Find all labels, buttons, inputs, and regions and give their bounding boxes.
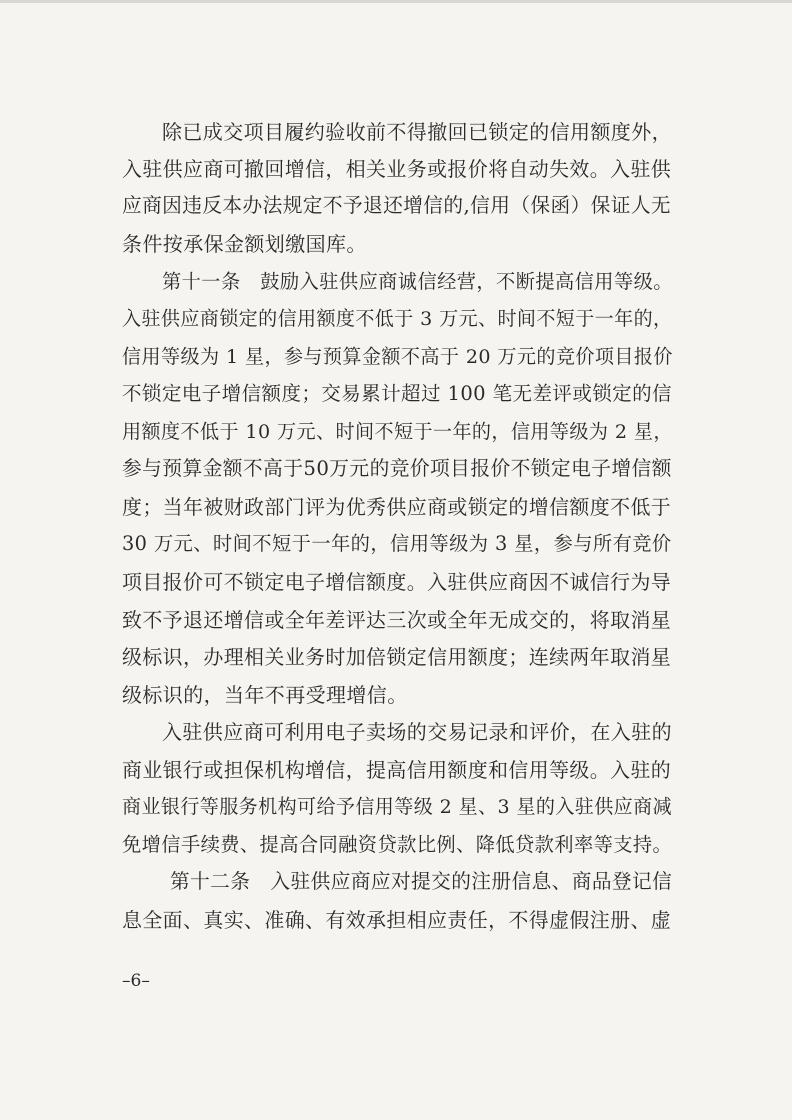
text-line-1: 除已成交项目履约验收前不得撤回已锁定的信用额度外， bbox=[162, 120, 672, 144]
text-line-6: 入驻供应商锁定的信用额度不低于 3 万元、时间不短于一年的， bbox=[122, 308, 673, 330]
text-line-15: 级标识，办理相关业务时加倍锁定信用额度；连续两年取消星 bbox=[122, 645, 672, 669]
text-line-13: 项目报价可不锁定电子增信额度。入驻供应商因不诚信行为导 bbox=[122, 570, 672, 594]
text-line-10: 参与预算金额不高于50万元的竞价项目报价不锁定电子增信额 bbox=[122, 457, 672, 480]
article-12-heading-line: 第十二条 入驻供应商应对提交的注册信息、商品登记信 bbox=[170, 870, 673, 893]
text-line-22: 息全面、真实、准确、有效承担相应责任，不得虚假注册、虚 bbox=[122, 908, 672, 932]
text-line-18: 商业银行或担保机构增信，提高信用额度和信用等级。入驻的 bbox=[122, 758, 672, 782]
text-line-7: 信用等级为 1 星，参与预算金额不高于 20 万元的竞价项目报价 bbox=[122, 345, 673, 368]
text-line-9: 用额度不低于 10 万元、时间不短于一年的，信用等级为 2 星， bbox=[122, 420, 673, 443]
text-line-14: 致不予退还增信或全年差评达三次或全年无成交的，将取消星 bbox=[122, 608, 672, 632]
text-line-12: 30 万元、时间不短于一年的，信用等级为 3 星，参与所有竞价 bbox=[122, 532, 672, 555]
article-11-heading-line: 第十一条 鼓励入驻供应商诚信经营，不断提高信用等级。 bbox=[162, 270, 673, 293]
text-line-4: 条件按承保金额划缴国库。 bbox=[122, 232, 367, 256]
text-line-2: 入驻供应商可撤回增信，相关业务或报价将自动失效。入驻供 bbox=[122, 157, 672, 181]
text-line-17: 入驻供应商可利用电子卖场的交易记录和评价，在入驻的 bbox=[162, 720, 672, 744]
scan-edge bbox=[0, 0, 792, 3]
text-line-3: 应商因违反本办法规定不予退还增信的,信用（保函）保证人无 bbox=[122, 194, 672, 217]
page-number: –6– bbox=[122, 971, 150, 991]
text-line-19: 商业银行等服务机构可给予信用等级 2 星、3 星的入驻供应商减 bbox=[122, 796, 673, 818]
text-line-8: 不锁定电子增信额度；交易累计超过 100 笔无差评或锁定的信 bbox=[122, 382, 672, 405]
text-line-16: 级标识的，当年不再受理增信。 bbox=[122, 683, 408, 707]
text-line-20: 免增信手续费、提高合同融资贷款比例、降低贷款利率等支持。 bbox=[122, 833, 673, 856]
text-line-11: 度；当年被财政部门评为优秀供应商或锁定的增信额度不低于 bbox=[122, 495, 672, 519]
